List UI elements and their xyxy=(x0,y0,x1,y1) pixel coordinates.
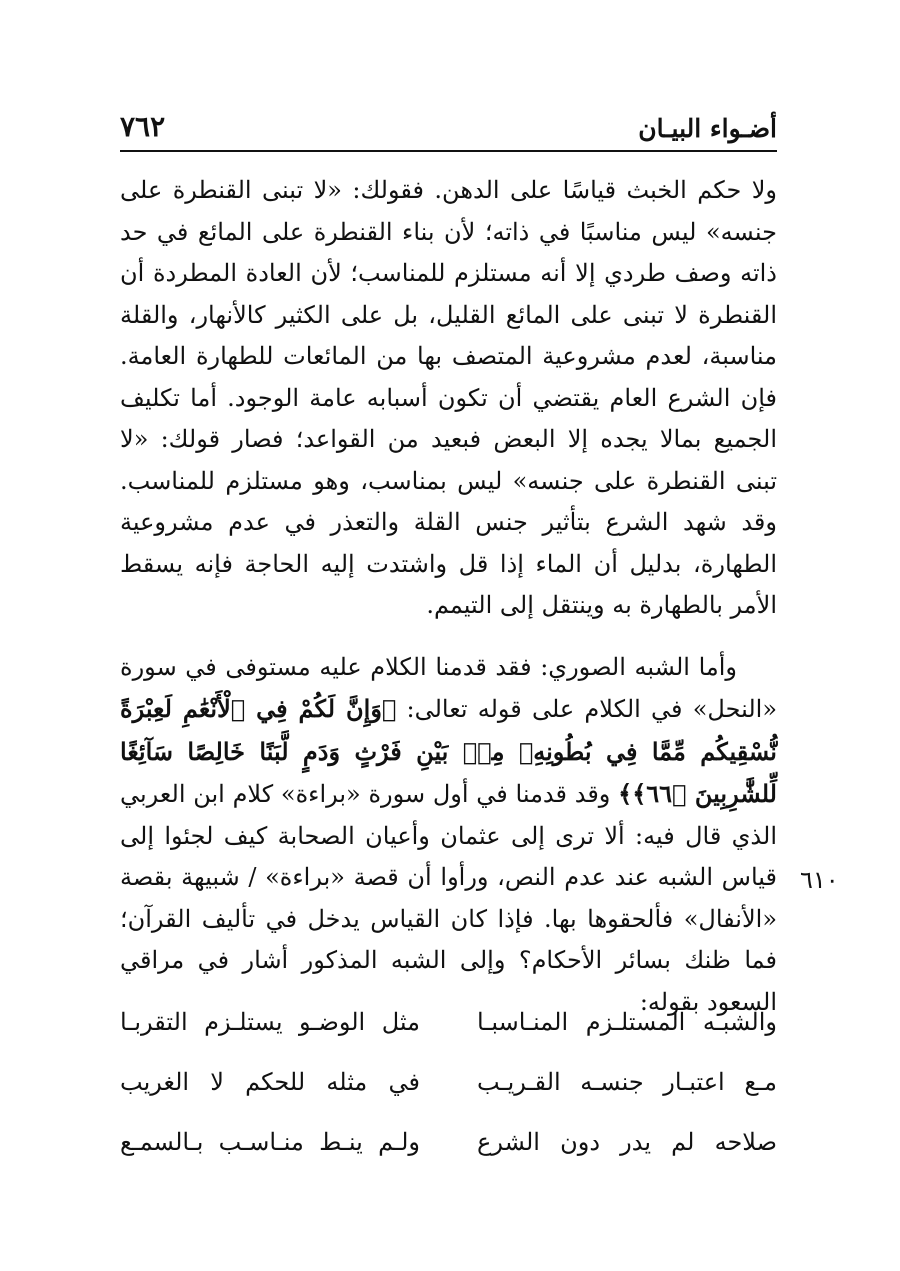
margin-page-reference: ٦١٠ xyxy=(800,866,839,894)
poem-verse xyxy=(120,1000,777,1060)
body-text xyxy=(120,170,777,1023)
page-number: ٧٦٢ xyxy=(120,110,166,143)
poem xyxy=(120,1000,777,1180)
paragraph-gap xyxy=(120,627,777,647)
page-header xyxy=(120,104,777,152)
quran-verse: ﴿وَإِنَّ لَكُمْ فِي ٱلْأَنْعَٰمِ لَعِبْرَةً نُّسْقِيكُم مِّمَّا فِي بُطُونِهِۦ مِنۢ بَيْنِ فَرْثٍ وَدَمٍ لَّبَنًا خَالِصًا سَآئِغًا لِّلشَّٰرِبِينَ ﴿٦٦﴾﴾ xyxy=(120,694,777,808)
poem-second-hemistich: ولـم ينـط منـاسـب بـالسمـع xyxy=(120,1128,420,1156)
paragraph-text: وقد قدمنا في أول سورة «براءة» كلام ابن العربي الذي قال فيه: ألا ترى إلى عثمان وأعيان الصحابة كيف لجئوا إلى قياس الشبه عند عدم النص، ورأوا أن قصة «براءة» / شبيهة بقصة «الأنفال» فألحقوها بها. فإذا كان القياس يدخل في تأليف القرآن؛ فما ظنك بسائر الأحكام؟ وإلى الشبه المذكور أشار في مراقي السعود بقوله: xyxy=(120,780,777,1016)
poem-second-hemistich: مثل الوضـو يستلـزم التقربـا xyxy=(120,1008,420,1036)
paragraph: ولا حكم الخبث قياسًا على الدهن. فقولك: «لا تبنى القنطرة على جنسه» ليس مناسبًا في ذاته؛ لأن بناء القنطرة على المائع في حد ذاته وصف طردي إلا أنه مستلزم للمناسب؛ لأن العادة المطردة أن القنطرة لا تبنى على المائع القليل، بل على الكثير كالأنهار، والقلة مناسبة، لعدم مشروعية المتصف بها من المائعات للطهارة العامة. فإن الشرع العام يقتضي أن تكون أسبابه عامة الوجود. أما تكليف الجميع بمالا يجده إلا البعض فبعيد من القواعد؛ فصار قولك: «لا تبنى القنطرة على جنسه» ليس بمناسب، وهو مستلزم للمناسب. وقد شهد الشرع بتأثير جنس القلة والتعذر في عدم مشروعية الطهارة، بدليل أن الماء إذا قل واشتدت إليه الحاجة فإنه يسقط الأمر بالطهارة به وينتقل إلى التيمم. xyxy=(120,176,777,619)
paragraph-text: وأما الشبه الصوري: فقد قدمنا الكلام عليه مستوفى في سورة «النحل» في الكلام على قوله تعالى: xyxy=(120,652,777,723)
poem-first-hemistich: صلاحه لم يدر دون الشرع xyxy=(477,1128,777,1156)
poem-first-hemistich: مـع اعتبـار جنسـه القـريـب xyxy=(477,1068,777,1096)
running-title: أضـواء البيـان xyxy=(638,114,777,143)
paragraph xyxy=(120,647,777,1024)
poem-second-hemistich: في مثله للحكم لا الغريب xyxy=(120,1068,420,1096)
poem-verse xyxy=(120,1120,777,1180)
poem-verse xyxy=(120,1060,777,1120)
poem-first-hemistich: والشبـه المستلـزم المنـاسبـا xyxy=(477,1008,777,1036)
